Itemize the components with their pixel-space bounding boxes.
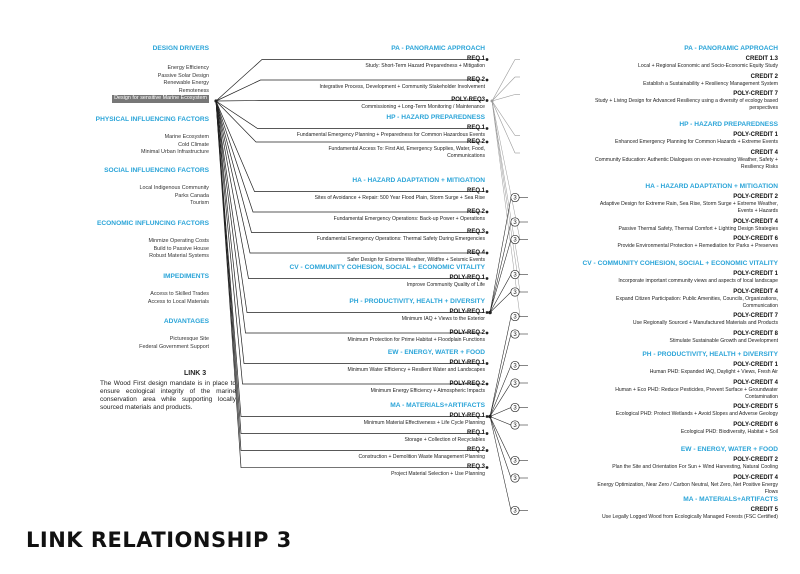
left-group-item: Access to Local Materials — [147, 298, 209, 305]
prerequisite-end-dot — [486, 252, 489, 255]
prerequisite-description: Communications — [447, 152, 485, 159]
credit-code: POLY-CREDIT 1 — [733, 271, 778, 277]
right-section-heading: HP - HAZARD PREPAREDNESS — [679, 121, 778, 128]
prerequisite-code: REQ 1 — [466, 56, 485, 62]
prerequisite-end-dot — [486, 466, 489, 469]
prerequisite-description: Fundamental Access To: First Aid, Emergency Supplies, Water, Food, — [328, 145, 485, 152]
prerequisite-end-dot — [486, 277, 489, 280]
credit-description: Community Education: Authentic Dialogues on ever-increasing Weather, Safety + — [595, 156, 778, 163]
prerequisite-end-dot — [486, 79, 489, 82]
credit-description: Enhanced Emergency Planning for Common Hazards + Extreme Events — [615, 139, 778, 145]
left-group-heading: DESIGN DRIVERS — [152, 45, 209, 52]
right-section-heading: CV - COMMUNITY COHESION, SOCIAL + ECONOMIC VITALITY — [582, 260, 778, 267]
link-3-line — [490, 240, 511, 313]
credit-code: POLY-CREDIT 1 — [733, 362, 778, 368]
left-group-heading: IMPEDIMENTS — [163, 273, 209, 280]
prerequisite-end-dot — [486, 211, 489, 214]
prerequisite-description: Improve Community Quality of Life — [406, 282, 485, 288]
link-3-marker-label: 3 — [513, 458, 517, 465]
prerequisite-description: Commissioning + Long-Term Monitoring / Maintenance — [361, 104, 485, 110]
prerequisite-code: REQ 1 — [466, 125, 485, 131]
prerequisite-code: REQ 2 — [466, 447, 485, 454]
credit-code: CREDIT 5 — [750, 507, 778, 513]
credit-code: CREDIT 2 — [750, 73, 778, 80]
middle-section-heading: HP - HAZARD PREPAREDNESS — [386, 114, 485, 121]
left-group-item: Parks Canada — [174, 192, 209, 199]
left-group-item: Marine Ecosystem — [164, 134, 209, 140]
prerequisite-description: Project Material Selection + Use Planning — [391, 471, 485, 478]
link3-description: The Wood First design mandate is in place to ensure ecological integrity of the marine conservation area while supporting locally sourced materials and products. — [100, 380, 236, 411]
prerequisite-end-dot — [486, 141, 489, 144]
left-group-heading: SOCIAL INFLUENCING FACTORS — [104, 167, 209, 174]
prerequisite-code: REQ 1 — [466, 188, 485, 194]
middle-section-heading: HA - HAZARD ADAPTATION + MITIGATION — [352, 177, 485, 184]
credit-description: perspectives — [749, 105, 778, 111]
credit-description: Human + Eco PHD: Reduce Pesticides, Prevent Surface + Groundwater — [615, 386, 778, 393]
prerequisite-description: Minimum Water Efficiency + Resilient Water and Landscapes — [347, 367, 485, 373]
link-3-marker-label: 3 — [513, 423, 517, 430]
middle-section-heading: EW - ENERGY, WATER + FOOD — [387, 349, 485, 356]
link-3-marker-label: 3 — [513, 195, 517, 202]
credit-description: Ecological PHD: Protect Wetlands + Avoid Slopes and Adverse Geology — [615, 411, 778, 417]
prerequisite-code: REQ 2 — [466, 138, 485, 145]
credit-description: Local + Regional Economic and Socio-Economic Equity Study — [637, 63, 778, 69]
left-group-item: Access to Skilled Trades — [150, 291, 209, 297]
credit-code: POLY-CREDIT 7 — [733, 313, 778, 319]
prerequisite-end-dot — [486, 383, 489, 386]
prerequisite-description: Study: Short-Term Hazard Preparedness + Mitigation — [365, 63, 485, 69]
credit-code: CREDIT 1.3 — [745, 56, 778, 62]
link-3-line — [490, 417, 511, 479]
middle-section-heading: CV - COMMUNITY COHESION, SOCIAL + ECONOMIC VITALITY — [289, 264, 485, 271]
link-3-marker-label: 3 — [513, 220, 517, 227]
credit-code: POLY-CREDIT 2 — [733, 194, 778, 200]
prerequisite-description: Integrative Process, Development + Community Stakeholder Involvement — [319, 83, 485, 90]
credit-code: POLY-CREDIT 4 — [733, 379, 778, 386]
credit-description: Use Legally Logged Wood from Ecologically Managed Forests (FSC Certified) — [601, 514, 778, 520]
prerequisite-end-dot — [486, 332, 489, 335]
credit-code: POLY-CREDIT 6 — [733, 421, 778, 428]
link-3-marker-label: 3 — [513, 405, 517, 412]
credit-description: Passive Thermal Safety, Thermal Comfort + Lighting Design Strategies — [618, 225, 778, 232]
credit-code: POLY-CREDIT 1 — [733, 132, 778, 138]
prerequisite-end-dot — [486, 127, 489, 130]
prerequisite-end-dot — [486, 415, 489, 418]
credit-description: Study + Living Design for Advanced Resiliency using a diversity of ecology based — [594, 98, 778, 104]
link-3-line — [490, 317, 511, 417]
left-group-item: Renewable Energy — [163, 80, 209, 87]
link-3-marker-label: 3 — [513, 272, 517, 279]
left-group-item: Remoteness — [178, 87, 209, 94]
highlighted-driver: Design for sensitive Marine Ecosystem — [114, 95, 207, 102]
credit-description: Ecological PHD: Biodiversity, Habitat + Soil — [680, 428, 778, 435]
prerequisite-description: Minimum Protection for Prime Habitat + Floodplain Functions — [347, 336, 485, 343]
left-group-item: Build to Passive House — [153, 245, 209, 252]
page-title: LINK RELATIONSHIP 3 — [26, 528, 292, 552]
credit-description: Provide Environmental Protection + Remediation for Parks + Preserves — [617, 243, 778, 249]
prerequisite-code: POLY-REQ 1 — [449, 360, 485, 366]
prerequisite-description: Fundamental Emergency Planning + Preparedness for Common Hazardous Events — [296, 132, 485, 138]
credit-description: Communication — [742, 302, 778, 309]
left-group-item: Energy Efficiency — [167, 65, 209, 71]
credit-description: Resiliency Risks — [740, 163, 778, 170]
prerequisite-code: REQ 2 — [466, 76, 485, 83]
credit-description: Flows — [764, 488, 778, 495]
credit-code: POLY-CREDIT 7 — [733, 91, 778, 97]
materials-node — [488, 415, 492, 419]
prerequisite-description: Minimum IAQ + Views to the Exterior — [401, 316, 485, 322]
credit-description: Energy Optimization, Near Zero / Carbon Neutral, Net Zero, Net Positive Energy — [597, 481, 778, 488]
prerequisite-description: Fundamental Emergency Operations: Back-up Power + Operations — [333, 215, 485, 222]
prerequisite-description: Minimum Energy Efficiency + Atmospheric Impacts — [370, 387, 485, 394]
credit-description: Contamination — [745, 393, 778, 400]
left-group-item: Robust Material Systems — [149, 253, 209, 260]
left-group-item: Federal Government Support — [139, 343, 209, 350]
prerequisite-end-dot — [486, 99, 489, 102]
credit-code: CREDIT 4 — [750, 149, 778, 156]
middle-section-heading: PH - PRODUCTIVITY, HEALTH + DIVERSITY — [349, 298, 485, 305]
credit-code: POLY-CREDIT 6 — [733, 236, 778, 242]
credit-description: Establish a Sustainability + Resiliency Management System — [643, 80, 778, 87]
prerequisite-end-dot — [486, 449, 489, 452]
right-section-heading: MA - MATERIALS+ARTIFACTS — [683, 496, 778, 503]
credit-description: Plan the Site and Orientation For Sun + Wind Harvesting, Natural Cooling — [612, 464, 778, 470]
credit-description: Stimulate Sustainable Growth and Development — [669, 337, 778, 344]
middle-section-heading: MA - MATERIALS+ARTIFACTS — [390, 402, 485, 409]
link-3-line — [490, 275, 511, 313]
credit-description: Use Regionally Sourced + Manufactured Materials and Products — [632, 320, 778, 326]
left-group-item: Picturesque Site — [169, 336, 209, 342]
right-section-heading: PA - PANORAMIC APPROACH — [684, 45, 778, 52]
credit-code: POLY-CREDIT 8 — [733, 330, 778, 337]
left-group-heading: ECONOMIC INFLUNCING FACTORS — [97, 220, 209, 227]
link-3-line — [490, 417, 511, 511]
credit-code: POLY-CREDIT 2 — [733, 457, 778, 463]
left-group-heading: ADVANTAGES — [163, 318, 209, 325]
left-group-item: Local Indigenous Community — [139, 185, 209, 191]
prerequisite-code: POLY-REQ 1 — [449, 275, 485, 281]
link-3-marker-label: 3 — [513, 363, 517, 370]
credit-description: Incorporate important community views and aspects of local landscape — [618, 278, 778, 284]
link-3-line — [490, 334, 511, 417]
credit-code: POLY-CREDIT 4 — [733, 474, 778, 481]
left-group-item: Passive Solar Design — [157, 72, 209, 79]
link-3-marker-label: 3 — [513, 237, 517, 244]
prerequisite-code: POLY-REQ 1 — [449, 413, 485, 419]
productivity-node — [488, 311, 492, 315]
driver-to-prerequisite-line — [216, 101, 483, 102]
prerequisite-description: Minimum Material Effectiveness + Life Cycle Planning — [363, 420, 485, 426]
credit-code: POLY-CREDIT 4 — [733, 218, 778, 225]
prerequisite-code: POLY-REQ 2 — [449, 380, 485, 387]
prerequisite-description: Sites of Avoidance + Repair: 500 Year Flood Plain, Storm Surge + Sea Rise — [314, 195, 485, 201]
grey-link-line — [492, 101, 520, 275]
prerequisite-end-dot — [486, 190, 489, 193]
link-3-marker-label: 3 — [513, 290, 517, 297]
prerequisite-code: REQ 2 — [466, 208, 485, 215]
prerequisite-code: REQ 3 — [466, 229, 485, 235]
link-3-marker-label: 3 — [513, 381, 517, 388]
left-group-item: Minimal Urban Infrastructure — [140, 149, 209, 156]
prerequisite-code: POLY-REQ 1 — [449, 309, 485, 315]
prerequisite-end-dot — [486, 362, 489, 365]
link-3-marker-label: 3 — [513, 508, 517, 515]
prerequisite-end-dot — [486, 311, 489, 314]
right-section-heading: PH - PRODUCTIVITY, HEALTH + DIVERSITY — [642, 351, 778, 358]
middle-section-heading: PA - PANORAMIC APPROACH — [391, 45, 485, 52]
link-3-marker-label: 3 — [513, 314, 517, 321]
prerequisite-end-dot — [486, 231, 489, 234]
prerequisite-description: Construction + Demolition Waste Management Planning — [358, 454, 485, 461]
prerequisite-code: REQ 3 — [466, 464, 485, 471]
left-group-item: Minmize Operating Costs — [148, 238, 209, 244]
link-3-marker-label: 3 — [513, 332, 517, 339]
link-3-line — [490, 383, 511, 417]
left-group-item: Tourism — [190, 200, 209, 207]
prerequisite-code: POLY-REQ 2 — [449, 329, 485, 336]
prerequisite-code: REQ 1 — [466, 430, 485, 436]
prerequisite-description: Fundamental Emergency Operations: Thermal Safety During Emergencies — [316, 236, 485, 242]
right-section-heading: HA - HAZARD ADAPTATION + MITIGATION — [645, 183, 778, 190]
credit-description: Events + Hazards — [737, 208, 778, 214]
prerequisite-code: REQ 4 — [466, 249, 485, 256]
link3-title: LINK 3 — [184, 370, 207, 377]
prerequisite-end-dot — [486, 432, 489, 435]
link-3-line — [490, 222, 511, 313]
credit-code: POLY-CREDIT 4 — [733, 288, 778, 295]
prerequisite-end-dot — [486, 58, 489, 61]
link-3-line — [490, 417, 511, 461]
right-section-heading: EW - ENERGY, WATER + FOOD — [680, 446, 778, 453]
prerequisite-code: POLY-REQ3 — [451, 97, 485, 103]
prerequisite-description: Safer Design for Extreme Weather, Wildfire + Seismic Events — [347, 256, 485, 263]
credit-description: Human PHD: Expanded IAQ, Daylight + Views, Fresh Air — [649, 369, 778, 375]
left-group-item: Cold Climate — [178, 141, 209, 148]
credit-description: Expand Citizen Participation: Public Amenities, Councils, Organizations, — [616, 295, 778, 302]
driver-to-prerequisite-line — [216, 101, 485, 454]
link-3-marker-label: 3 — [513, 476, 517, 483]
credit-description: Adaptive Design for Extreme Rain, Sea Rise, Storm Surge + Extreme Weather, — [599, 201, 778, 207]
prerequisite-description: Storage + Collection of Recyclables — [404, 437, 485, 443]
credit-code: POLY-CREDIT 5 — [733, 404, 778, 410]
left-group-heading: PHYSICAL INFLUENCING FACTORS — [95, 116, 209, 123]
